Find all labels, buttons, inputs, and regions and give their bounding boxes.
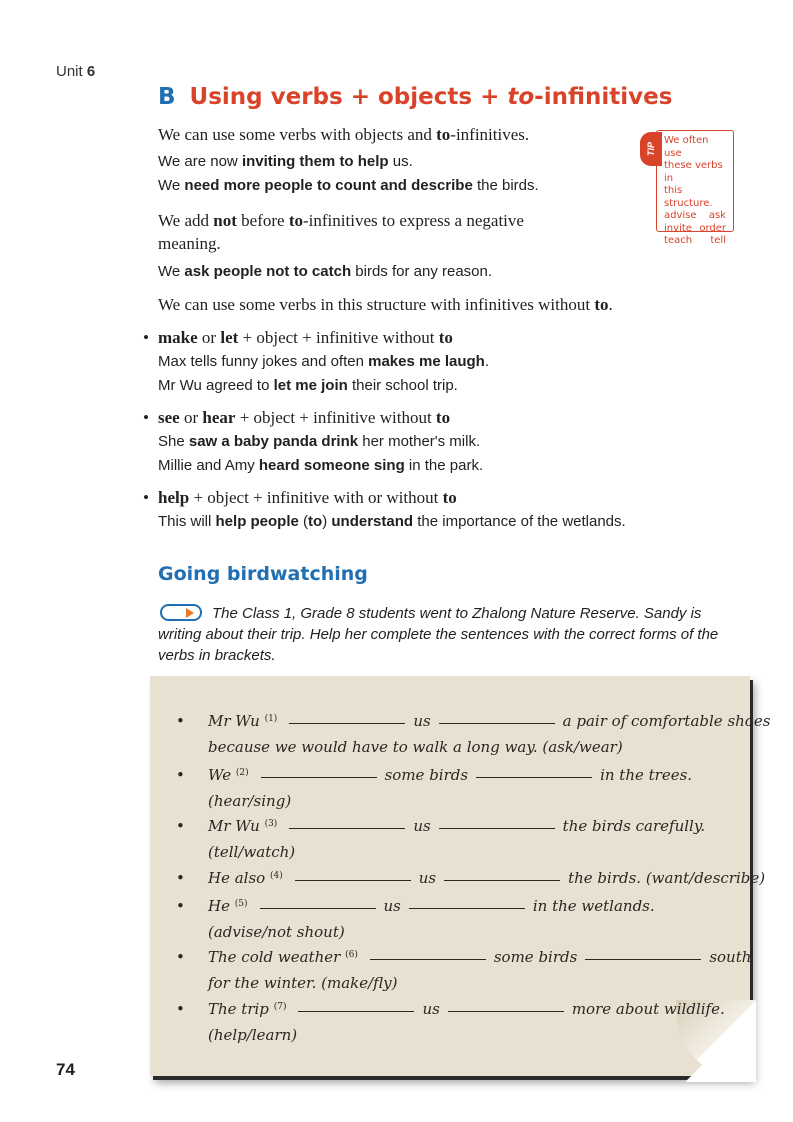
tip-verb-row: invite order xyxy=(664,222,726,234)
answer-blank[interactable] xyxy=(585,958,701,960)
exercise-item-7-cont: (help/learn) xyxy=(208,1026,298,1044)
tip-box xyxy=(656,130,734,246)
exercise-item-4: • He also $^{(4)}$ us the birds. (want/describe) xyxy=(176,869,766,887)
answer-blank[interactable] xyxy=(298,1010,414,1012)
answer-blank[interactable] xyxy=(444,879,560,881)
tip-verb-row: teach tell xyxy=(664,235,726,246)
answer-blank[interactable] xyxy=(295,879,411,881)
bullet-help: • help + object + infinitive with or without to xyxy=(143,488,457,507)
answer-blank[interactable] xyxy=(439,827,555,829)
exercise-item-5: • He $^{(5)}$ us in the wetlands. xyxy=(176,897,655,915)
answer-blank[interactable] xyxy=(409,907,525,909)
answer-blank[interactable] xyxy=(260,907,376,909)
answer-blank[interactable] xyxy=(476,776,592,778)
example-makes: Max tells funny jokes and often makes me laugh. xyxy=(158,353,490,370)
intro-meaning: meaning. xyxy=(158,234,221,253)
example-help: This will help people (to) understand the importance of the wetlands. xyxy=(158,513,626,530)
tip-line: We often use xyxy=(664,135,709,159)
exercise-item-6: • The cold weather $^{(6)}$ some birds south xyxy=(176,948,752,966)
example-need: We need more people to count and describe the birds. xyxy=(158,177,539,194)
exercise-item-7: • The trip $^{(7)}$ us more about wildlife. xyxy=(176,1000,725,1018)
exercise-item-6-cont: for the winter. (make/fly) xyxy=(208,974,398,992)
tip-verb-row: advise ask xyxy=(664,210,726,221)
exercise-item-5-cont: (advise/not shout) xyxy=(208,923,345,941)
answer-blank[interactable] xyxy=(261,776,377,778)
title-post: -infinitives xyxy=(534,84,673,110)
tip-badge: TIP xyxy=(640,132,662,166)
exercise-item-2-cont: (hear/sing) xyxy=(208,792,292,810)
bullet-make-let: • make or let + object + infinitive without to xyxy=(143,328,453,347)
example-inviting: We are now inviting them to help us. xyxy=(158,153,413,170)
answer-blank[interactable] xyxy=(289,827,405,829)
answer-blank[interactable] xyxy=(439,722,555,724)
unit-number: 6 xyxy=(86,63,96,80)
exercise-item-1: • Mr Wu $^{(1)}$ us a pair of comfortable shoes xyxy=(176,712,771,730)
exercise-heading: Going birdwatching xyxy=(158,563,368,585)
unit-label xyxy=(56,63,95,80)
section-title xyxy=(158,84,672,110)
example-let: Mr Wu agreed to let me join their school trip. xyxy=(158,377,458,394)
page-number: 74 xyxy=(56,1060,75,1079)
intro-not: We add not before to-infinitives to express a negative xyxy=(158,211,524,230)
intro-line-1: We can use some verbs with objects and to-infinitives. xyxy=(158,125,530,144)
section-letter: B xyxy=(158,84,176,110)
example-saw: She saw a baby panda drink her mother's milk. xyxy=(158,433,481,450)
tip-line: these verbs in xyxy=(664,160,723,184)
exercise-item-3-cont: (tell/watch) xyxy=(208,843,296,861)
unit-prefix: Unit xyxy=(56,63,83,80)
exercise-item-3: • Mr Wu $^{(3)}$ us the birds carefully. xyxy=(176,817,706,835)
exercise-item-2: • We $^{(2)}$ some birds in the trees. xyxy=(176,766,693,784)
answer-blank[interactable] xyxy=(370,958,486,960)
exercise-item-1-cont: because we would have to walk a long way. (ask/wear) xyxy=(208,738,623,756)
example-heard: Millie and Amy heard someone sing in the park. xyxy=(158,457,484,474)
title-pre: Using verbs + objects + xyxy=(189,84,508,110)
example-ask: We ask people not to catch birds for any reason. xyxy=(158,263,493,280)
title-italic: to xyxy=(507,84,535,110)
intro-without-to: We can use some verbs in this structure with infinitives without to. xyxy=(158,295,613,314)
tip-line: this structure. xyxy=(664,185,713,209)
answer-blank[interactable] xyxy=(448,1010,564,1012)
bullet-see-hear: • see or hear + object + infinitive without to xyxy=(143,408,451,427)
exercise-instructions: The Class 1, Grade 8 students went to Zhalong Nature Reserve. Sandy is writing about their trip. Help her complete the sentences with the correct forms of the verbs in brackets. xyxy=(158,605,719,664)
answer-blank[interactable] xyxy=(289,722,405,724)
